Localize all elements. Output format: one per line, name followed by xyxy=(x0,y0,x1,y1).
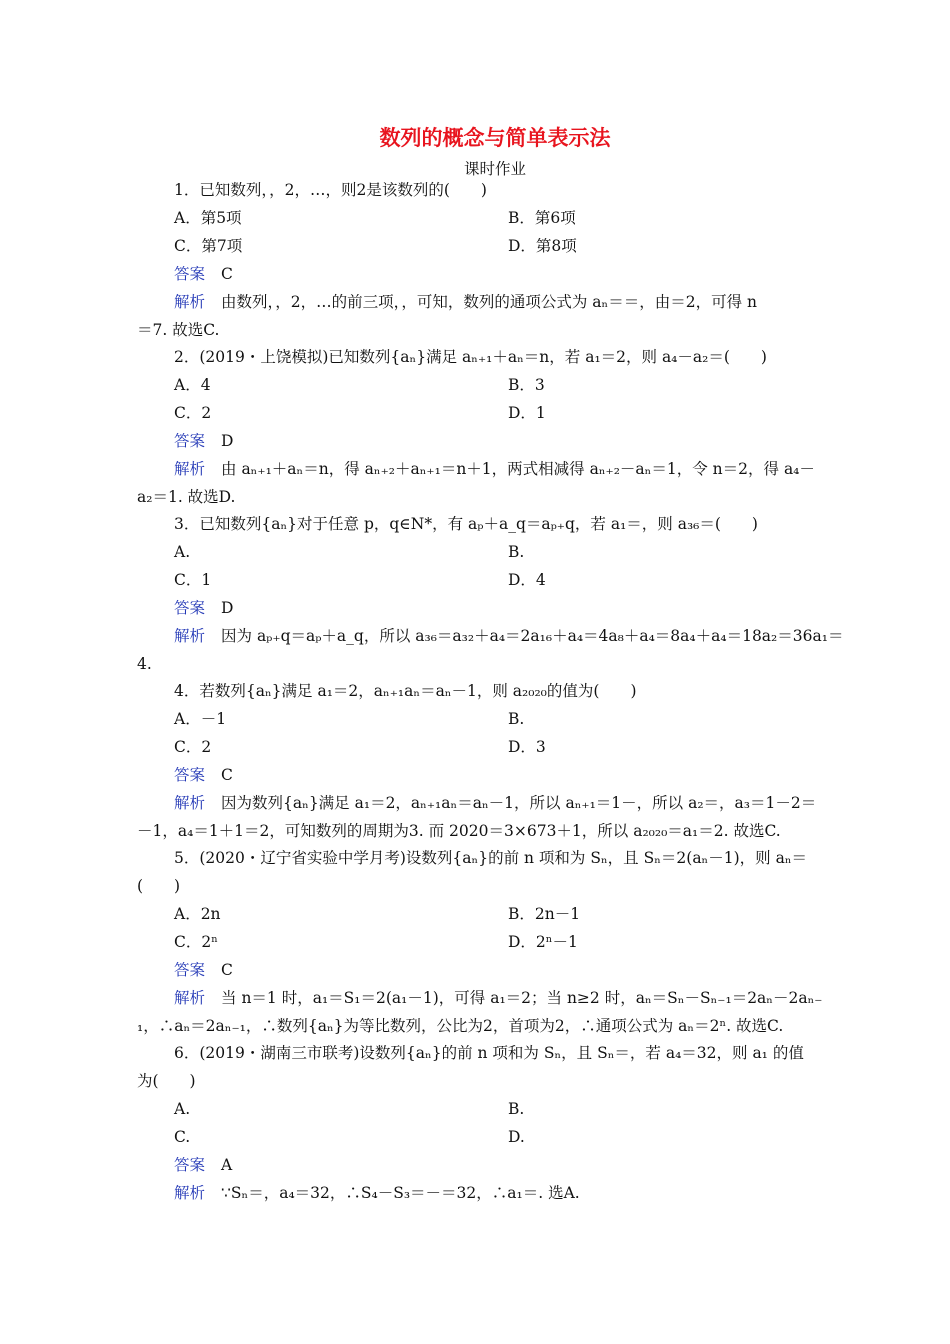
q3-stem: 3．已知数列{aₙ}对于任意 p，q∈N*，有 aₚ＋a_q＝aₚ₊q，若 a₁＝，则 a₃₆＝( ) xyxy=(174,515,758,533)
q6-option-c: C. xyxy=(174,1128,191,1146)
q4-analysis-line2: －1，a₄＝1＋1＝2，可知数列的周期为3. 而 2020＝3×673＋1，所以 a₂₀₂₀＝a₁＝2. 故选C. xyxy=(137,822,781,840)
answer-tag: 答案 xyxy=(174,1156,206,1174)
answer-tag: 答案 xyxy=(174,961,206,979)
q6-option-b: B. xyxy=(508,1100,525,1118)
q6-stem: 6．(2019・湖南三市联考)设数列{aₙ}的前 n 项和为 Sₙ，且 Sₙ＝，若 a₄＝32，则 a₁ 的值 xyxy=(174,1044,804,1062)
q5-option-d: D．2ⁿ－1 xyxy=(508,933,578,951)
q5-option-c: C．2ⁿ xyxy=(174,933,218,951)
q1-option-b: B．第6项 xyxy=(508,209,576,227)
q1-analysis-line2: ＝7. 故选C. xyxy=(137,321,220,339)
answer-tag: 答案 xyxy=(174,265,206,283)
q6-answer xyxy=(174,1155,232,1175)
answer-tag: 答案 xyxy=(174,766,206,784)
q2-stem: 2．(2019・上饶模拟)已知数列{aₙ}满足 aₙ₊₁＋aₙ＝n，若 a₁＝2，则 a₄－a₂＝( ) xyxy=(174,348,767,366)
q5-analysis-line2: ₁，∴aₙ＝2aₙ₋₁，∴数列{aₙ}为等比数列，公比为2，首项为2，∴通项公式为 aₙ＝2ⁿ. 故选C. xyxy=(137,1017,784,1035)
q2-answer-value: D xyxy=(221,432,234,450)
q6-analysis-line1: ∵Sₙ＝，a₄＝32，∴S₄－S₃＝－＝32，∴a₁＝. 选A. xyxy=(221,1184,580,1202)
q5-answer-value: C xyxy=(221,961,233,979)
q2-answer xyxy=(174,431,233,451)
answer-tag: 答案 xyxy=(174,432,206,450)
q3-option-a: A. xyxy=(174,543,191,561)
q4-analysis xyxy=(174,793,816,813)
q1-analysis xyxy=(174,292,757,312)
q1-stem: 1．已知数列，，2，…，则2是该数列的( ) xyxy=(174,181,487,199)
analysis-tag: 解析 xyxy=(174,627,206,645)
answer-tag: 答案 xyxy=(174,599,206,617)
q5-option-b: B．2n－1 xyxy=(508,905,581,923)
page-title: 数列的概念与简单表示法 xyxy=(379,126,611,150)
q2-option-c: C．2 xyxy=(174,404,212,422)
q2-option-d: D．1 xyxy=(508,404,546,422)
analysis-tag: 解析 xyxy=(174,293,206,311)
q3-option-d: D．4 xyxy=(508,571,546,589)
q4-option-a: A．－1 xyxy=(174,710,227,728)
q6-option-a: A. xyxy=(174,1100,191,1118)
analysis-tag: 解析 xyxy=(174,794,206,812)
q2-option-b: B．3 xyxy=(508,376,545,394)
q1-analysis-line1: 由数列，，2，…的前三项，，可知，数列的通项公式为 aₙ＝＝，由＝2，可得 n xyxy=(221,293,758,311)
q4-option-c: C．2 xyxy=(174,738,212,756)
q3-option-b: B. xyxy=(508,543,525,561)
q5-answer xyxy=(174,960,233,980)
q6-stem-line2: 为( ) xyxy=(137,1072,196,1090)
analysis-tag: 解析 xyxy=(174,989,206,1007)
q1-option-a: A．第5项 xyxy=(174,209,242,227)
q5-analysis-line1: 当 n＝1 时，a₁＝S₁＝2(a₁－1)，可得 a₁＝2；当 n≥2 时，aₙ＝Sₙ－Sₙ₋₁＝2aₙ－2aₙ₋ xyxy=(221,989,823,1007)
q4-option-b: B. xyxy=(508,710,525,728)
q1-answer-value: C xyxy=(221,265,233,283)
q3-answer xyxy=(174,598,233,618)
q5-analysis xyxy=(174,988,823,1008)
q5-stem: 5．(2020・辽宁省实验中学月考)设数列{aₙ}的前 n 项和为 Sₙ，且 Sₙ＝2(aₙ－1)，则 aₙ＝ xyxy=(174,849,808,867)
q6-answer-value: A xyxy=(221,1156,233,1174)
q4-option-d: D．3 xyxy=(508,738,546,756)
q2-analysis-line1: 由 aₙ₊₁＋aₙ＝n，得 aₙ₊₂＋aₙ₊₁＝n＋1，两式相减得 aₙ₊₂－aₙ＝1，令 n＝2，得 a₄－ xyxy=(221,460,815,478)
q2-analysis xyxy=(174,459,815,479)
q2-option-a: A．4 xyxy=(174,376,211,394)
q6-option-d: D. xyxy=(508,1128,525,1146)
q1-option-c: C．第7项 xyxy=(174,237,243,255)
analysis-tag: 解析 xyxy=(174,460,206,478)
q1-answer xyxy=(174,264,233,284)
q3-analysis-line1: 因为 aₚ₊q＝aₚ＋a_q，所以 a₃₆＝a₃₂＋a₄＝2a₁₆＋a₄＝4a₈＋a₄＝8a₄＋a₄＝18a₂＝36a₁＝ xyxy=(221,627,844,645)
q3-analysis xyxy=(174,626,843,646)
q3-analysis-line2: 4. xyxy=(137,655,152,673)
q4-answer-value: C xyxy=(221,766,233,784)
page-subtitle: 课时作业 xyxy=(463,160,526,178)
q3-answer-value: D xyxy=(221,599,234,617)
q1-option-d: D．第8项 xyxy=(508,237,577,255)
q6-analysis xyxy=(174,1183,580,1203)
q5-stem-line2: ( ) xyxy=(137,877,181,895)
q4-answer xyxy=(174,765,233,785)
q5-option-a: A．2n xyxy=(174,905,221,923)
analysis-tag: 解析 xyxy=(174,1184,206,1202)
q4-stem: 4．若数列{aₙ}满足 a₁＝2，aₙ₊₁aₙ＝aₙ－1，则 a₂₀₂₀的值为( ) xyxy=(174,682,637,700)
q2-analysis-line2: a₂＝1. 故选D. xyxy=(137,488,236,506)
q4-analysis-line1: 因为数列{aₙ}满足 a₁＝2，aₙ₊₁aₙ＝aₙ－1，所以 aₙ₊₁＝1－，所以 a₂＝，a₃＝1－2＝ xyxy=(221,794,817,812)
q3-option-c: C．1 xyxy=(174,571,212,589)
